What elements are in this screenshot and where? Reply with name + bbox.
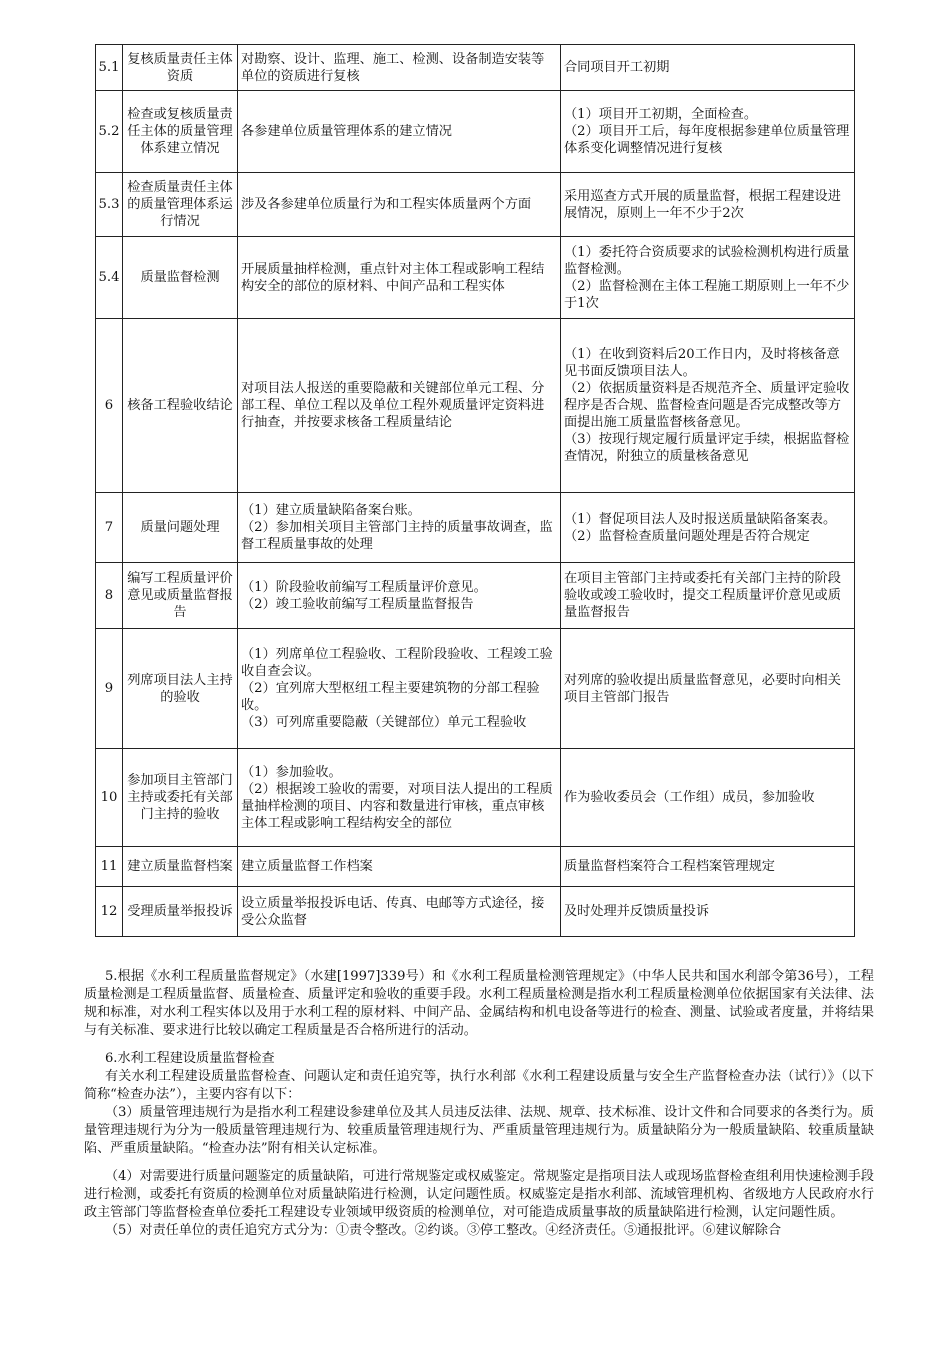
row-number: 6 (96, 319, 123, 493)
table-row (96, 887, 855, 937)
row-content-line: （1）建立质量缺陷备案台账。 (241, 503, 421, 518)
row-content (238, 493, 561, 563)
table-row (96, 749, 855, 847)
table-row (96, 563, 855, 629)
row-content (238, 887, 561, 937)
row-requirement (561, 563, 855, 629)
row-item: 建立质量监督档案 (123, 847, 238, 887)
row-requirement-line: （2）项目开工后，每年度根据参建单位质量管理体系变化调整情况进行复核 (564, 124, 850, 156)
row-content (238, 629, 561, 749)
row-item: 受理质量举报投诉 (123, 887, 238, 937)
table-row (96, 173, 855, 237)
row-requirement (561, 91, 855, 173)
row-number: 9 (96, 629, 123, 749)
row-content (238, 45, 561, 91)
row-item: 复核质量责任主体资质 (123, 45, 238, 91)
row-content-line: （2）参加相关项目主管部门主持的质量事故调查，监督工程质量事故的处理 (241, 520, 553, 552)
row-requirement (561, 45, 855, 91)
paragraph-item-5: （5）对责任单位的责任追究方式分为：①责令整改。②约谈。③停工整改。④经济责任。⑤通报批评。⑥建议解除合 (104, 1223, 782, 1238)
row-requirement-line: 质量监督档案符合工程档案管理规定 (564, 859, 775, 874)
row-item: 检查质量责任主体的质量管理体系运行情况 (123, 173, 238, 237)
row-requirement (561, 749, 855, 847)
row-number: 8 (96, 563, 123, 629)
row-requirement-line: 合同项目开工初期 (564, 60, 670, 75)
row-requirement (561, 887, 855, 937)
row-requirement (561, 173, 855, 237)
paragraph-quality-testing: 5.根据《水利工程质量监督规定》（水建[1997]339号）和《水利工程质量检测管理规定》（中华人民共和国水利部令第36号），工程质量检测是工程质量监督、质量检查、质量评定和验收的重要手段。水利工程质量检测是指水利工程质量检测单位依据国家有关法律、法规和标准，对水利工程实体以及用于水利工程的原材料、中间产品、金属结构和机电设备等进行的检查、测量、试验或者度量，并将结果与有关标准、要求进行比较以确定工程质量是否合格所进行的活动。 (84, 969, 874, 1038)
row-number: 12 (96, 887, 123, 937)
row-content-line: （1）阶段验收前编写工程质量评价意见。 (241, 579, 487, 595)
supervision-table (95, 44, 855, 937)
paragraph-item-4: （4）对需要进行质量问题鉴定的质量缺陷，可进行常规鉴定或权威鉴定。常规鉴定是指项目法人或现场监督检查组利用快速检测手段进行检测，或委托有资质的检测单位对质量缺陷进行检测，认定问题性质。权威鉴定是指水利部、流域管理机构、省级地方人民政府水行政主管部门等监督检查单位委托工程建设专业领域甲级资质的检测单位，对可能造成质量事故的质量缺陷进行检测，认定问题性质。 (84, 1169, 874, 1220)
row-content-line: 涉及各参建单位质量行为和工程实体质量两个方面 (241, 197, 532, 212)
supervision-table-body (96, 45, 855, 937)
row-content-line: （1）参加验收。 (241, 764, 342, 780)
row-content-line: （2）竣工验收前编写工程质量监督报告 (241, 596, 474, 612)
row-content-line: （2）宜列席大型枢纽工程主要建筑物的分部工程验收。 (241, 681, 540, 713)
row-requirement-line: 作为验收委员会（工作组）成员，参加验收 (564, 790, 815, 805)
row-number: 10 (96, 749, 123, 847)
row-item: 编写工程质量评价意见或质量监督报告 (123, 563, 238, 629)
row-requirement-line: （1）委托符合资质要求的试验检测机构进行质量监督检测。 (564, 244, 850, 277)
paragraph-item-3: （3）质量管理违规行为是指水利工程建设参建单位及其人员违反法律、法规、规章、技术标准、设计文件和合同要求的各类行为。质量管理违规行为分为一般质量管理违规行为、较重质量管理违规行为、严重质量管理违规行为。质量缺陷分为一般质量缺陷、较重质量缺陷、严重质量缺陷。“检查办法”附有相关认定标准。 (84, 1105, 874, 1156)
row-number: 5.2 (96, 91, 123, 173)
row-requirement-line: 采用巡查方式开展的质量监督，根据工程建设进展情况，原则上一年不少于2次 (564, 188, 841, 221)
row-number: 7 (96, 493, 123, 563)
row-content-line: （3）可列席重要隐蔽（关键部位）单元工程验收 (241, 715, 527, 730)
row-content (238, 563, 561, 629)
row-requirement (561, 629, 855, 749)
table-row (96, 493, 855, 563)
table-row (96, 629, 855, 749)
row-requirement (561, 847, 855, 887)
row-content-line: 开展质量抽样检测，重点针对主体工程或影响工程结构安全的部位的原材料、中间产品和工程实体 (241, 261, 545, 294)
table-row (96, 847, 855, 887)
row-content (238, 749, 561, 847)
row-number: 5.1 (96, 45, 123, 91)
row-requirement-line: （2）监督检测在主体工程施工期原则上一年不少于1次 (564, 278, 850, 311)
row-item: 质量问题处理 (123, 493, 238, 563)
row-requirement (561, 237, 855, 319)
row-requirement-line: 及时处理并反馈质量投诉 (564, 904, 710, 919)
row-requirement (561, 493, 855, 563)
row-requirement-line: （1）督促项目法人及时报送质量缺陷备案表。 (564, 511, 837, 527)
row-content-line: （1）列席单位工程验收、工程阶段验收、工程竣工验收自查会议。 (241, 647, 553, 679)
row-requirement-line: 对列席的验收提出质量监督意见，必要时向相关项目主管部门报告 (564, 672, 841, 705)
row-number: 11 (96, 847, 123, 887)
row-content-line: 建立质量监督工作档案 (241, 859, 373, 874)
row-content (238, 847, 561, 887)
table-row (96, 319, 855, 493)
row-item: 核备工程验收结论 (123, 319, 238, 493)
row-item: 列席项目法人主持的验收 (123, 629, 238, 749)
row-requirement-line: （1）在收到资料后20工作日内，及时将核备意见书面反馈项目法人。 (564, 347, 840, 379)
table-row (96, 237, 855, 319)
row-content (238, 319, 561, 493)
row-content (238, 91, 561, 173)
row-item: 质量监督检测 (123, 237, 238, 319)
row-number: 5.4 (96, 237, 123, 319)
body-text (84, 968, 874, 1240)
row-content (238, 173, 561, 237)
row-content-line: 设立质量举报投诉电话、传真、电邮等方式途径，接受公众监督 (241, 895, 545, 928)
row-content-line: 对勘察、设计、监理、施工、检测、设备制造安装等单位的资质进行复核 (241, 51, 545, 84)
table-row (96, 45, 855, 91)
table-row (96, 91, 855, 173)
row-requirement-line: （2）依据质量资料是否规范齐全、质量评定验收程序是否合规、监督检查问题是否完成整改等方面提出施工质量监督核备意见。 (564, 381, 850, 430)
paragraph-inspection-intro: 有关水利工程建设质量监督检查、问题认定和责任追究等，执行水利部《水利工程建设质量与安全生产监督检查办法（试行）》（以下简称“检查办法”），主要内容有以下： (84, 1069, 874, 1102)
row-item: 参加项目主管部门主持或委托有关部门主持的验收 (123, 749, 238, 847)
row-requirement-line: （2）监督检查质量问题处理是否符合规定 (564, 528, 810, 544)
row-content-line: 对项目法人报送的重要隐蔽和关键部位单元工程、分部工程、单位工程以及单位工程外观质量评定资料进行抽查，并按要求核备工程质量结论 (241, 381, 545, 430)
row-content-line: （2）根据竣工验收的需要，对项目法人提出的工程质量抽样检测的项目、内容和数量进行审核，重点审核主体工程或影响工程结构安全的部位 (241, 781, 553, 831)
section-heading-supervision-inspection: 6.水利工程建设质量监督检查 (104, 1051, 275, 1066)
row-content (238, 237, 561, 319)
row-number: 5.3 (96, 173, 123, 237)
row-requirement-line: 在项目主管部门主持或委托有关部门主持的阶段验收或竣工验收时，提交工程质量评价意见或质量监督报告 (564, 571, 841, 620)
row-item: 检查或复核质量责任主体的质量管理体系建立情况 (123, 91, 238, 173)
row-content-line: 各参建单位质量管理体系的建立情况 (241, 124, 452, 139)
row-requirement (561, 319, 855, 493)
row-requirement-line: （3）按现行规定履行质量评定手续，根据监督检查情况，附独立的质量核备意见 (564, 432, 850, 464)
row-requirement-line: （1）项目开工初期，全面检查。 (564, 107, 758, 122)
